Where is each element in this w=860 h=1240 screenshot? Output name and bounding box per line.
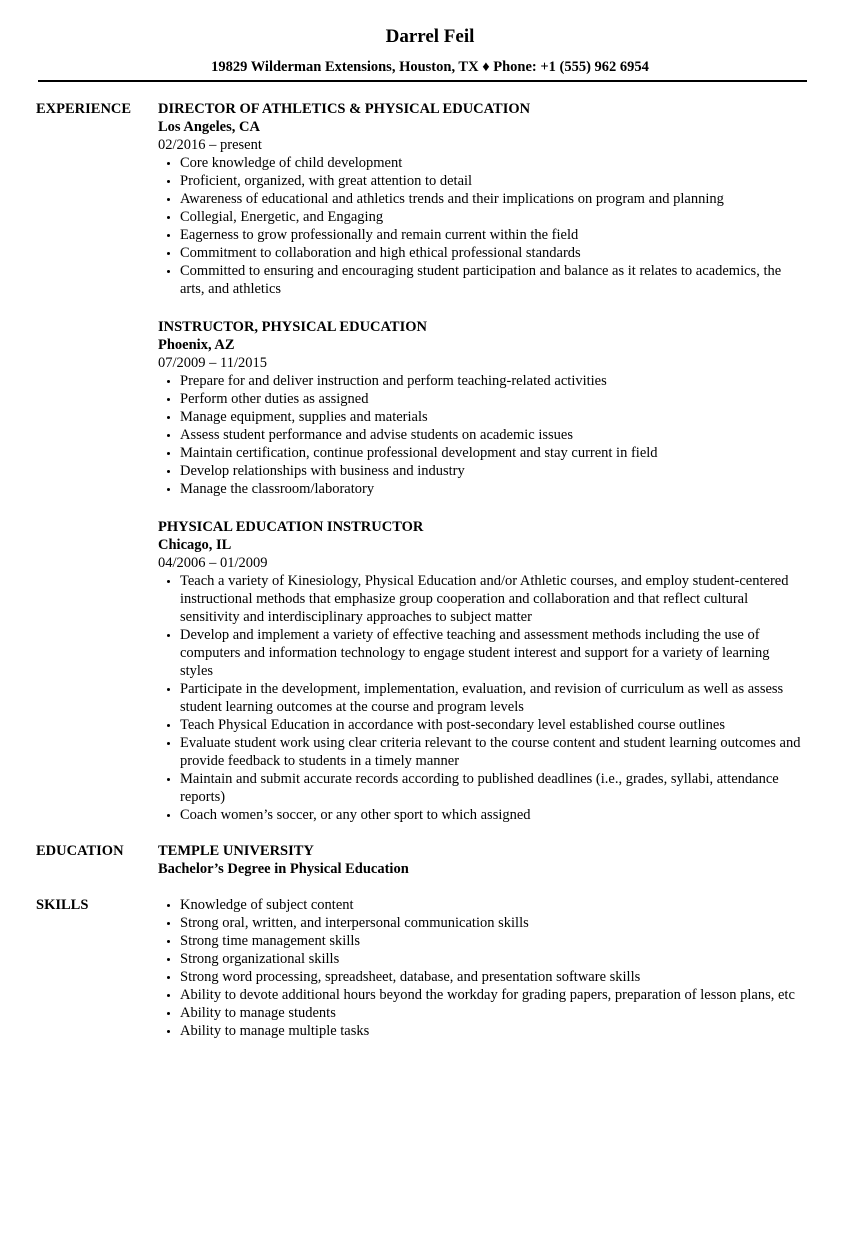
list-item: • Core knowledge of child development [180,154,804,172]
list-item: • Eagerness to grow professionally and remain current within the field [180,226,804,244]
list-item: • Strong time management skills [180,932,804,950]
list-item: • Strong word processing, spreadsheet, database, and presentation software skills [180,968,804,986]
list-item: • Manage the classroom/laboratory [180,480,804,498]
list-item: • Proficient, organized, with great attention to detail [180,172,804,190]
list-item: • Maintain certification, continue professional development and stay current in field [180,444,804,462]
section-label-education: EDUCATION [36,843,124,859]
list-item: • Prepare for and deliver instruction and perform teaching-related activities [180,372,804,390]
candidate-name: Darrel Feil [385,26,475,47]
job-bullets [158,572,804,824]
list-item: • Develop and implement a variety of effective teaching and assessment methods including the use of computers and information technology to engage student interest and support for a variety of learning styles [180,626,804,680]
skills-section [0,896,860,1040]
list-item: • Evaluate student work using clear criteria relevant to the course content and student learning outcomes and provide feedback to students in a timely manner [180,734,804,770]
contact-line: 19829 Wilderman Extensions, Houston, TX ♦ Phone: +1 (555) 962 6954 [211,59,649,75]
job-bullets [158,372,804,498]
education-degree: Bachelor’s Degree in Physical Education [158,861,409,877]
list-item: • Manage equipment, supplies and materials [180,408,804,426]
list-item: • Ability to devote additional hours beyond the workday for grading papers, preparation of lesson plans, etc [180,986,804,1004]
job-entry [158,100,804,298]
list-item: • Strong organizational skills [180,950,804,968]
list-item: • Teach a variety of Kinesiology, Physical Education and/or Athletic courses, and employ student-centered instructional methods that emphasize group cooperation and collaboration and that reflect cultural sensitivity and interdisciplinary approaches to subject matter [180,572,804,626]
list-item: • Maintain and submit accurate records according to published deadlines (i.e., grades, syllabi, attendance reports) [180,770,804,806]
list-item: • Ability to manage students [180,1004,804,1022]
experience-section [0,100,860,842]
list-item: • Commitment to collaboration and high ethical professional standards [180,244,804,262]
list-item: • Develop relationships with business and industry [180,462,804,480]
skills-list [158,896,804,1040]
list-item: • Assess student performance and advise students on academic issues [180,426,804,444]
job-title: INSTRUCTOR, PHYSICAL EDUCATION [158,319,427,335]
section-label-skills: SKILLS [36,897,89,913]
section-label-experience: EXPERIENCE [36,101,132,117]
list-item: • Committed to ensuring and encouraging student participation and balance as it relates to academics, the arts, and athletics [180,262,804,298]
list-item: • Knowledge of subject content [180,896,804,914]
job-location: Chicago, IL [158,537,232,553]
list-item: • Ability to manage multiple tasks [180,1022,804,1040]
education-body [158,842,860,878]
list-item: • Perform other duties as assigned [180,390,804,408]
job-dates: 02/2016 – present [158,137,262,153]
job-title: DIRECTOR OF ATHLETICS & PHYSICAL EDUCATION [158,101,531,117]
job-dates: 04/2006 – 01/2009 [158,555,268,571]
header-divider [38,80,807,82]
list-item: • Coach women’s soccer, or any other sport to which assigned [180,806,804,824]
job-location: Los Angeles, CA [158,119,260,135]
resume-header [0,0,860,82]
job-entry [158,318,804,498]
education-section [0,842,860,878]
job-location: Phoenix, AZ [158,337,235,353]
list-item: • Participate in the development, implementation, evaluation, and revision of curriculum as well as assess student learning outcomes at the course and program levels [180,680,804,716]
job-entry [158,518,804,824]
skills-body [158,896,860,1040]
job-title: PHYSICAL EDUCATION INSTRUCTOR [158,519,424,535]
list-item: • Strong oral, written, and interpersonal communication skills [180,914,804,932]
experience-body [158,100,860,842]
job-bullets [158,154,804,298]
job-dates: 07/2009 – 11/2015 [158,355,268,371]
education-school: TEMPLE UNIVERSITY [158,843,314,859]
list-item: • Teach Physical Education in accordance with post-secondary level established course outlines [180,716,804,734]
list-item: • Awareness of educational and athletics trends and their implications on program and planning [180,190,804,208]
list-item: • Collegial, Energetic, and Engaging [180,208,804,226]
